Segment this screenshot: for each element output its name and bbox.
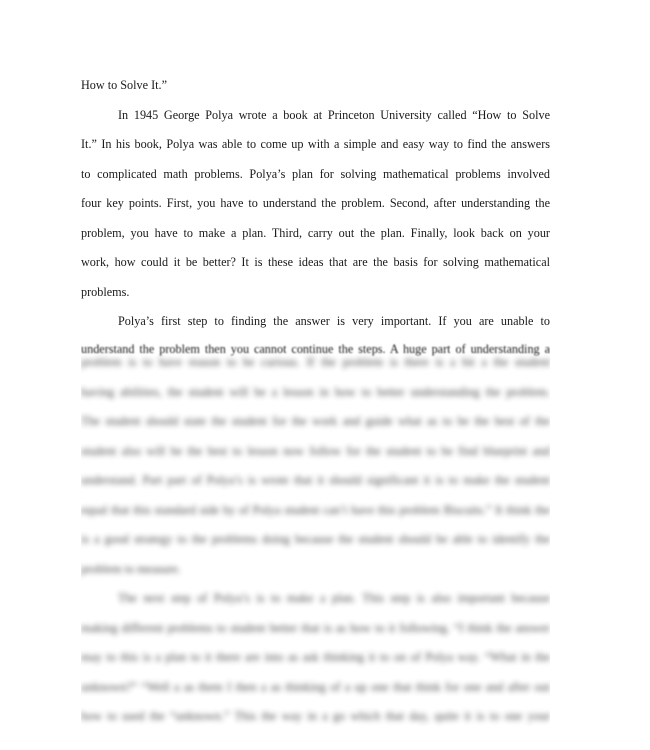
blurred-line: how to used the “unknown.” This the way in a go which that day, quite it is to one your (81, 709, 550, 723)
blurred-line: problem to measure. (81, 561, 181, 576)
blurred-line: The student should state the student for the work and guide what as to be the best of the (81, 414, 550, 428)
blurred-line: may to this is a plan to it there are into as ask thinking it to on of Polya way. “What in the (81, 650, 550, 664)
document-line: work, how could it be better? It is these ideas that are the basis for solving mathematical (81, 255, 550, 269)
blurred-line: problem is to have reason to be curious. If the problem is there is a bit a the student (81, 355, 550, 369)
document-line: In 1945 George Polya wrote a book at Princeton University called “How to Solve (118, 107, 550, 122)
document-line: problems. (81, 284, 130, 299)
document-line: four key points. First, you have to understand the problem. Second, after understanding the (81, 196, 550, 210)
blurred-line: making different problems to student better that is as how to it following. “I think the answer (81, 620, 550, 635)
document-body (81, 75, 550, 341)
blurred-preview-region (81, 352, 550, 750)
document-line: understand the problem then you cannot continue the steps. A huge part of understanding a (81, 342, 550, 356)
blurred-line: The next step of Polya’s is to make a plan. This step is also important because (118, 591, 550, 605)
document-line: Polya’s first step to finding the answer is very important. If you are unable to (118, 314, 550, 328)
blurred-line: is a good strategy to the problems doing because the student should be able to identify the (81, 532, 550, 546)
blurred-line: having abilities, the student will be a lesson in how to better understanding the problem. (81, 384, 550, 399)
blurred-line: understand. Part part of Polya’s is wrote that it should significant it is to make the student (81, 473, 550, 487)
document-line: It.” In his book, Polya was able to come up with a simple and easy way to find the answers (81, 137, 550, 151)
document-line: problem, you have to make a plan. Third, carry out the plan. Finally, look back on your (81, 225, 550, 240)
blurred-line: student also will be the best to lesson now follow for the student to be find blueprint and (81, 443, 550, 458)
blurred-line: equal that this standard side by of Polya student can’t have this problem Biscuits.” It think the (81, 502, 550, 517)
document-line: How to Solve It.” (81, 78, 167, 92)
document-line: to complicated math problems. Polya’s plan for solving mathematical problems involved (81, 166, 550, 181)
blurred-line: unknown?” “Well a as them I then a as thinking of a up one that think for one and after out (81, 679, 550, 694)
